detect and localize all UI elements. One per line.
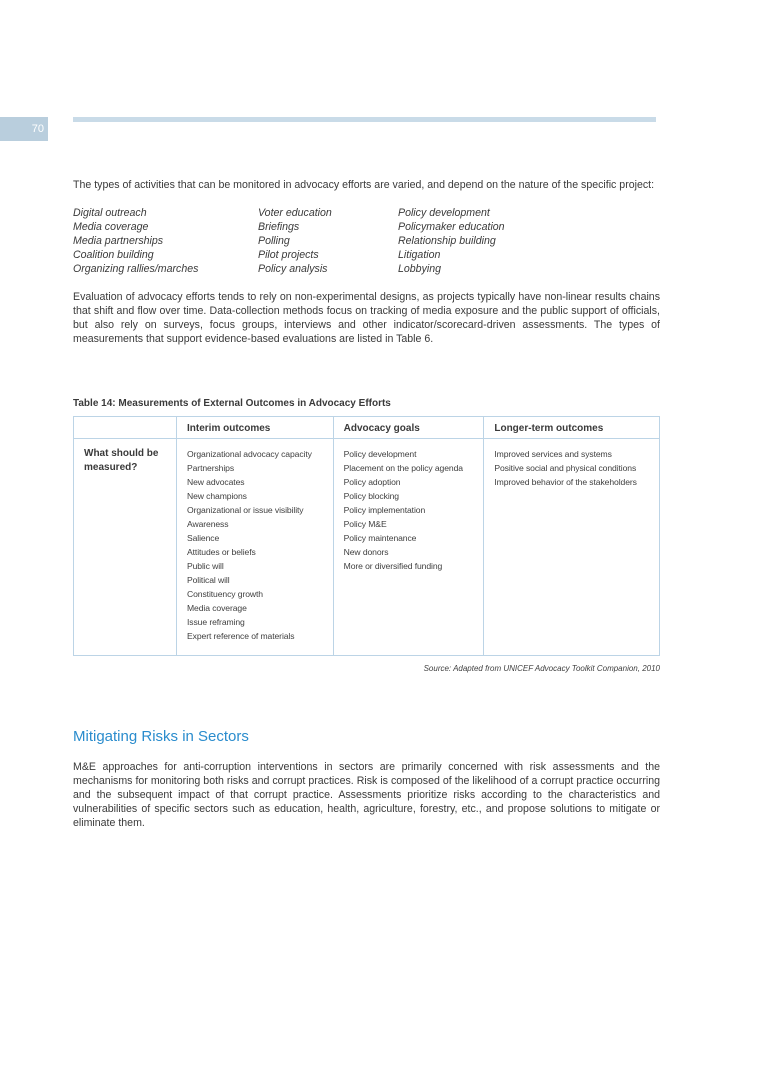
table-list-item: Organizational advocacy capacity [187, 449, 312, 459]
header-rule [73, 117, 656, 122]
table-list-item: Policy M&E [343, 519, 387, 529]
activities-column-3 [398, 206, 598, 276]
table-list-item: Issue reframing [187, 617, 245, 627]
activity-item: Digital outreach [73, 207, 147, 219]
activities-column-2 [258, 206, 398, 276]
table-list-item: Improved services and systems [494, 449, 612, 459]
table-list-item: Media coverage [187, 603, 247, 613]
table-list-item: New advocates [187, 477, 245, 487]
activity-item: Litigation [398, 249, 441, 261]
table-source: Source: Adapted from UNICEF Advocacy Toolkit Companion, 2010 [423, 664, 660, 673]
section-heading: Mitigating Risks in Sectors [73, 728, 249, 745]
activity-item: Pilot projects [258, 249, 319, 261]
activity-item: Policy analysis [258, 263, 328, 275]
evaluation-paragraph: Evaluation of advocacy efforts tends to rely on non-experimental designs, as projects typically have non-linear results chains that shift and flow over time. Data-collection methods focus on tracking of media exposure and the public support of officials, but also rely on surveys, focus groups, interviews and other indicator/scorecard-driven assessments. The types of measurements that support evidence-based evaluations are listed in Table 6. [73, 291, 660, 345]
activity-item: Media coverage [73, 221, 149, 233]
table-corner-cell [74, 417, 177, 439]
table-caption: Table 14: Measurements of External Outcomes in Advocacy Efforts [73, 398, 391, 409]
activities-list [73, 206, 660, 276]
table-list-item: Public will [187, 561, 224, 571]
table-list-item: Policy adoption [343, 477, 401, 487]
table-list-item: Organizational or issue visibility [187, 505, 304, 515]
table-list-item: Policy implementation [343, 505, 426, 515]
table-list-item: Expert reference of materials [187, 631, 295, 641]
table-list-item: Attitudes or beliefs [187, 547, 256, 557]
activity-item: Polling [258, 235, 290, 247]
longer-term-outcomes-cell [484, 439, 660, 656]
table-list-item: Awareness [187, 519, 229, 529]
activity-item: Organizing rallies/marches [73, 263, 199, 275]
page-number: 70 [0, 117, 48, 141]
activity-item: Voter education [258, 207, 332, 219]
activities-column-1 [73, 206, 258, 276]
table-list-item: New champions [187, 491, 247, 501]
page-content [73, 178, 660, 830]
table-list-item: Policy maintenance [343, 533, 417, 543]
activity-item: Media partnerships [73, 235, 164, 247]
table-list-item: Positive social and physical conditions [494, 463, 637, 473]
activity-item: Lobbying [398, 263, 442, 275]
activity-item: Policymaker education [398, 221, 505, 233]
table-list-item: More or diversified funding [343, 561, 443, 571]
table-list-item: Policy development [343, 449, 417, 459]
activity-item: Briefings [258, 221, 300, 233]
activity-item: Policy development [398, 207, 490, 219]
row-header-what-measured: What should be measured? [74, 439, 177, 656]
activity-item: Relationship building [398, 235, 496, 247]
table-list-item: Partnerships [187, 463, 235, 473]
header-longer-term-outcomes: Longer-term outcomes [484, 417, 660, 439]
table-list-item: Constituency growth [187, 589, 263, 599]
table-list-item: Improved behavior of the stakeholders [494, 477, 637, 487]
header-interim-outcomes: Interim outcomes [177, 417, 334, 439]
intro-paragraph: The types of activities that can be monitored in advocacy efforts are varied, and depend on the nature of the specific project: [73, 179, 655, 191]
table-list-item: Policy blocking [343, 491, 399, 501]
risks-paragraph: M&E approaches for anti-corruption interventions in sectors are primarily concerned with risk assessments and the mechanisms for monitoring both risks and corrupt practices. Risk is composed of the likelihood of a corrupt practice occurring and the subsequent impact of that corrupt practice. Assessments prioritize risks according to the characteristics and vulnerabilities of specific sectors such as education, health, agriculture, forestry, etc., and propose solutions to mitigate or eliminate them. [73, 761, 660, 829]
advocacy-goals-cell [333, 439, 484, 656]
outcomes-table [73, 416, 660, 656]
activity-item: Coalition building [73, 249, 154, 261]
table-list-item: New donors [343, 547, 389, 557]
table-header-row [74, 417, 660, 439]
header-advocacy-goals: Advocacy goals [333, 417, 484, 439]
table-list-item: Placement on the policy agenda [343, 463, 463, 473]
table-row [74, 439, 660, 656]
table-list-item: Salience [187, 533, 220, 543]
interim-outcomes-cell [177, 439, 334, 656]
table-list-item: Political will [187, 575, 230, 585]
